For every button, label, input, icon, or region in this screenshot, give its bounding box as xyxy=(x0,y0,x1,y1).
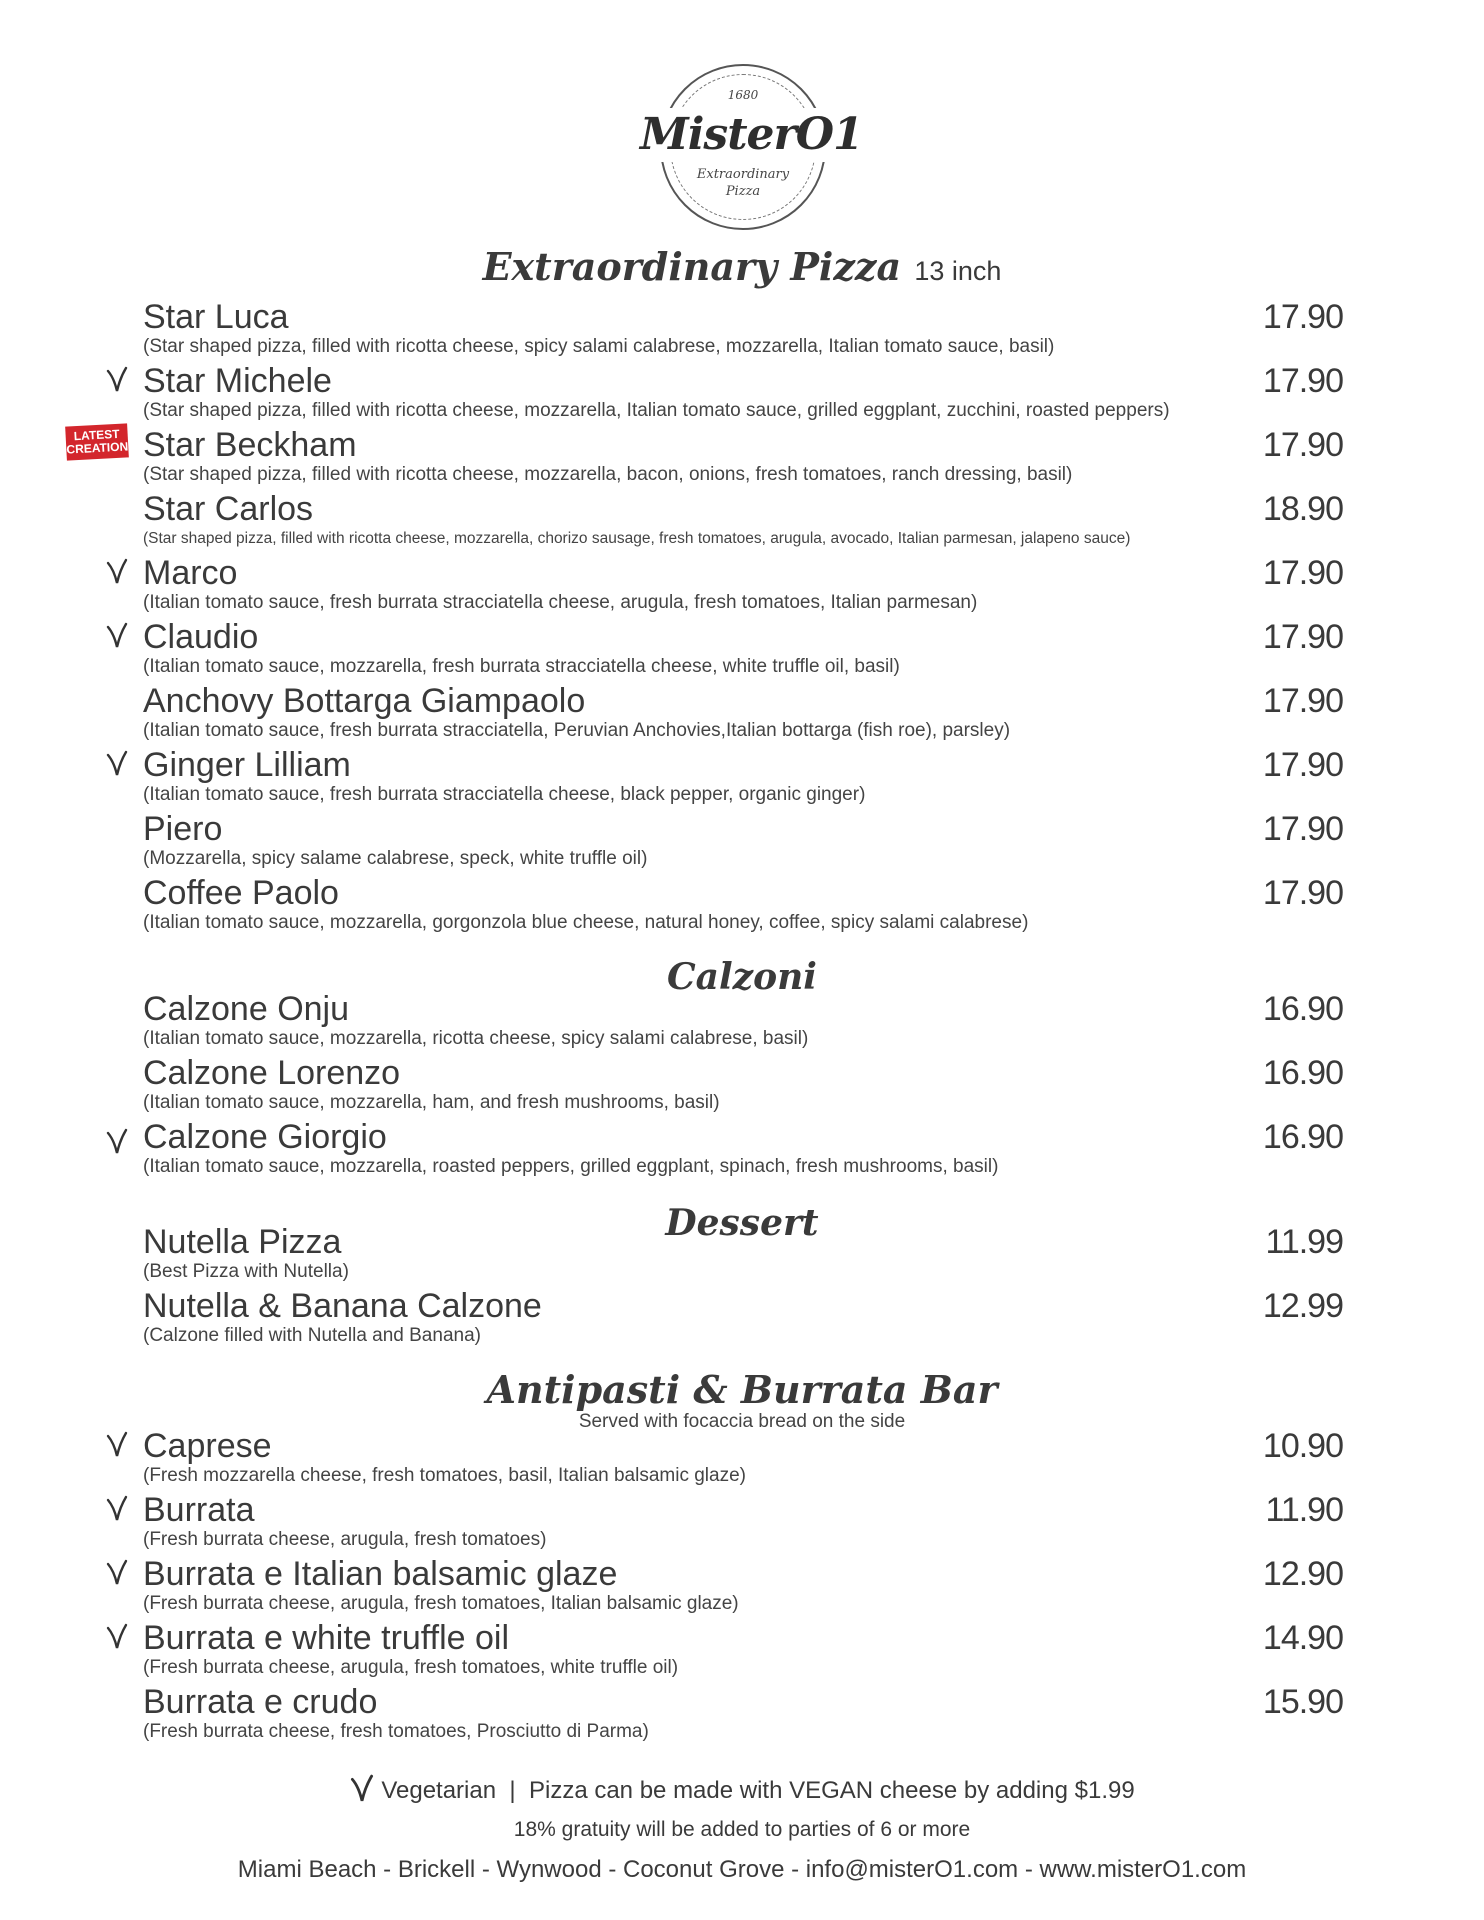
latest-creation-badge xyxy=(65,423,129,460)
menu-item xyxy=(143,362,1343,422)
section-title-pizza xyxy=(0,244,1484,289)
menu-item xyxy=(143,1118,1343,1178)
menu-item xyxy=(143,298,1343,358)
item-price: 16.90 xyxy=(1262,1118,1343,1156)
item-description: (Fresh burrata cheese, arugula, fresh tomatoes, white truffle oil) xyxy=(143,1657,679,1678)
item-name: Marco xyxy=(143,554,238,592)
menu-item xyxy=(143,554,1343,614)
item-price: 17.90 xyxy=(1262,618,1343,656)
leaf-icon xyxy=(105,1128,129,1156)
item-description: (Fresh burrata cheese, arugula, fresh tomatoes) xyxy=(143,1529,547,1550)
item-name: Star Michele xyxy=(143,362,332,400)
item-description: (Italian tomato sauce, fresh burrata stracciatella cheese, black pepper, organic ginger) xyxy=(143,784,866,805)
item-description: (Italian tomato sauce, mozzarella, roasted peppers, grilled eggplant, spinach, fresh mushrooms, basil) xyxy=(143,1156,999,1177)
section-title-calzoni: Calzoni xyxy=(667,956,817,998)
leaf-icon xyxy=(105,558,129,586)
leaf-icon xyxy=(105,750,129,778)
item-name: Star Luca xyxy=(143,298,289,336)
menu-item xyxy=(143,1223,1343,1283)
menu-item xyxy=(143,746,1343,806)
leaf-icon xyxy=(105,1623,129,1651)
menu-item xyxy=(143,1491,1343,1551)
item-price: 17.90 xyxy=(1262,362,1343,400)
legend-text: Vegetarian | Pizza can be made with VEGAN cheese by adding $1.99 xyxy=(381,1777,1135,1804)
leaf-icon xyxy=(105,622,129,650)
item-name: Caprese xyxy=(143,1427,272,1465)
leaf-icon xyxy=(105,1559,129,1587)
logo xyxy=(640,64,863,230)
item-name: Anchovy Bottarga Giampaolo xyxy=(143,682,586,720)
logo-tagline-1: Extraordinary xyxy=(696,167,790,182)
item-price: 10.90 xyxy=(1262,1427,1343,1465)
footer-gratuity: 18% gratuity will be added to parties of 6 or more xyxy=(513,1818,971,1841)
item-name: Burrata e white truffle oil xyxy=(143,1619,509,1657)
menu-item xyxy=(143,810,1343,870)
item-price: 17.90 xyxy=(1262,810,1343,848)
item-description: (Italian tomato sauce, mozzarella, gorgonzola blue cheese, natural honey, coffee, spicy salami calabrese) xyxy=(143,912,1029,933)
menu-item xyxy=(143,426,1343,486)
menu-item xyxy=(143,490,1343,550)
item-name: Piero xyxy=(143,810,223,848)
item-price: 15.90 xyxy=(1262,1683,1343,1721)
menu-item xyxy=(143,682,1343,742)
item-price: 14.90 xyxy=(1262,1619,1343,1657)
leaf-icon xyxy=(105,366,129,394)
item-description: (Fresh burrata cheese, fresh tomatoes, Prosciutto di Parma) xyxy=(143,1721,649,1742)
item-name: Calzone Giorgio xyxy=(143,1118,387,1156)
badge-line-1: LATEST xyxy=(73,426,120,444)
item-name: Burrata e Italian balsamic glaze xyxy=(143,1555,618,1593)
menu-item xyxy=(143,874,1343,934)
item-price: 17.90 xyxy=(1262,298,1343,336)
pizza-size: 13 inch xyxy=(914,256,1002,286)
item-price: 12.99 xyxy=(1262,1287,1343,1325)
section-title-antipasti: Antipasti & Burrata Bar xyxy=(486,1367,998,1412)
item-price: 17.90 xyxy=(1262,746,1343,784)
item-description: (Mozzarella, spicy salame calabrese, speck, white truffle oil) xyxy=(143,848,648,869)
item-price: 17.90 xyxy=(1262,874,1343,912)
menu-item xyxy=(143,1427,1343,1487)
item-description: (Star shaped pizza, filled with ricotta cheese, spicy salami calabrese, mozzarella, Italian tomato sauce, basil) xyxy=(143,336,1055,357)
menu-item xyxy=(143,990,1343,1050)
item-name: Calzone Onju xyxy=(143,990,350,1028)
menu-item xyxy=(143,1683,1343,1743)
item-description: (Italian tomato sauce, fresh burrata stracciatella cheese, arugula, fresh tomatoes, Italian parmesan) xyxy=(143,592,978,613)
footer-locations: Miami Beach - Brickell - Wynwood - Coconut Grove - info@misterO1.com - www.misterO1.com xyxy=(237,1856,1247,1883)
item-price: 17.90 xyxy=(1262,426,1343,464)
item-price: 17.90 xyxy=(1262,682,1343,720)
pizza-title: Extraordinary Pizza xyxy=(482,244,902,289)
item-name: Calzone Lorenzo xyxy=(143,1054,401,1092)
item-price: 17.90 xyxy=(1262,554,1343,592)
item-name: Claudio xyxy=(143,618,259,656)
logo-year: 1680 xyxy=(727,88,759,102)
item-price: 18.90 xyxy=(1262,490,1343,528)
leaf-icon xyxy=(105,1495,129,1523)
item-description: (Italian tomato sauce, mozzarella, fresh burrata stracciatella cheese, white truffle oil, basil) xyxy=(143,656,900,677)
item-name: Nutella & Banana Calzone xyxy=(143,1287,542,1325)
item-price: 11.90 xyxy=(1265,1491,1343,1529)
menu-item xyxy=(143,1619,1343,1679)
item-description: (Star shaped pizza, filled with ricotta cheese, mozzarella, Italian tomato sauce, grilled eggplant, zucchini, roasted peppers) xyxy=(143,400,1170,421)
badge-line-2: CREATION xyxy=(66,439,129,457)
leaf-icon xyxy=(105,1431,129,1459)
menu-item xyxy=(143,1555,1343,1615)
item-price: 12.90 xyxy=(1262,1555,1343,1593)
item-description: (Italian tomato sauce, fresh burrata stracciatella, Peruvian Anchovies,Italian bottarga (fish roe), parsley) xyxy=(143,720,1011,741)
item-description: (Best Pizza with Nutella) xyxy=(143,1261,349,1282)
leaf-icon xyxy=(349,1774,375,1804)
item-description: (Italian tomato sauce, mozzarella, ham, and fresh mushrooms, basil) xyxy=(143,1092,720,1113)
logo-tagline-2: Pizza xyxy=(725,184,761,199)
menu-item xyxy=(143,618,1343,678)
item-description: (Fresh mozzarella cheese, fresh tomatoes, basil, Italian balsamic glaze) xyxy=(143,1465,746,1486)
item-name: Nutella Pizza xyxy=(143,1223,342,1261)
item-name: Star Carlos xyxy=(143,490,314,528)
item-description: (Italian tomato sauce, mozzarella, ricotta cheese, spicy salami calabrese, basil) xyxy=(143,1028,809,1049)
item-name: Star Beckham xyxy=(143,426,357,464)
item-description: (Star shaped pizza, filled with ricotta cheese, mozzarella, chorizo sausage, fresh tomatoes, arugula, avocado, Italian parmesan, jalapeno sauce) xyxy=(143,530,1131,547)
item-description: (Calzone filled with Nutella and Banana) xyxy=(143,1325,481,1346)
item-name: Coffee Paolo xyxy=(143,874,339,912)
item-price: 16.90 xyxy=(1262,990,1343,1028)
item-price: 11.99 xyxy=(1265,1223,1343,1261)
footer-legend xyxy=(0,1774,1484,1805)
menu-item xyxy=(143,1287,1343,1347)
logo-tagline xyxy=(662,166,824,200)
section-title-dessert: Dessert xyxy=(665,1202,819,1244)
item-description: (Fresh burrata cheese, arugula, fresh tomatoes, Italian balsamic glaze) xyxy=(143,1593,739,1614)
item-name: Burrata xyxy=(143,1491,255,1529)
item-name: Ginger Lilliam xyxy=(143,746,351,784)
antipasti-subtitle: Served with focaccia bread on the side xyxy=(578,1411,906,1432)
logo-name: MisterO1 xyxy=(640,109,863,160)
item-price: 16.90 xyxy=(1262,1054,1343,1092)
item-description: (Star shaped pizza, filled with ricotta cheese, mozzarella, bacon, onions, fresh tomatoes, ranch dressing, basil) xyxy=(143,464,1073,485)
item-name: Burrata e crudo xyxy=(143,1683,378,1721)
menu-item xyxy=(143,1054,1343,1114)
